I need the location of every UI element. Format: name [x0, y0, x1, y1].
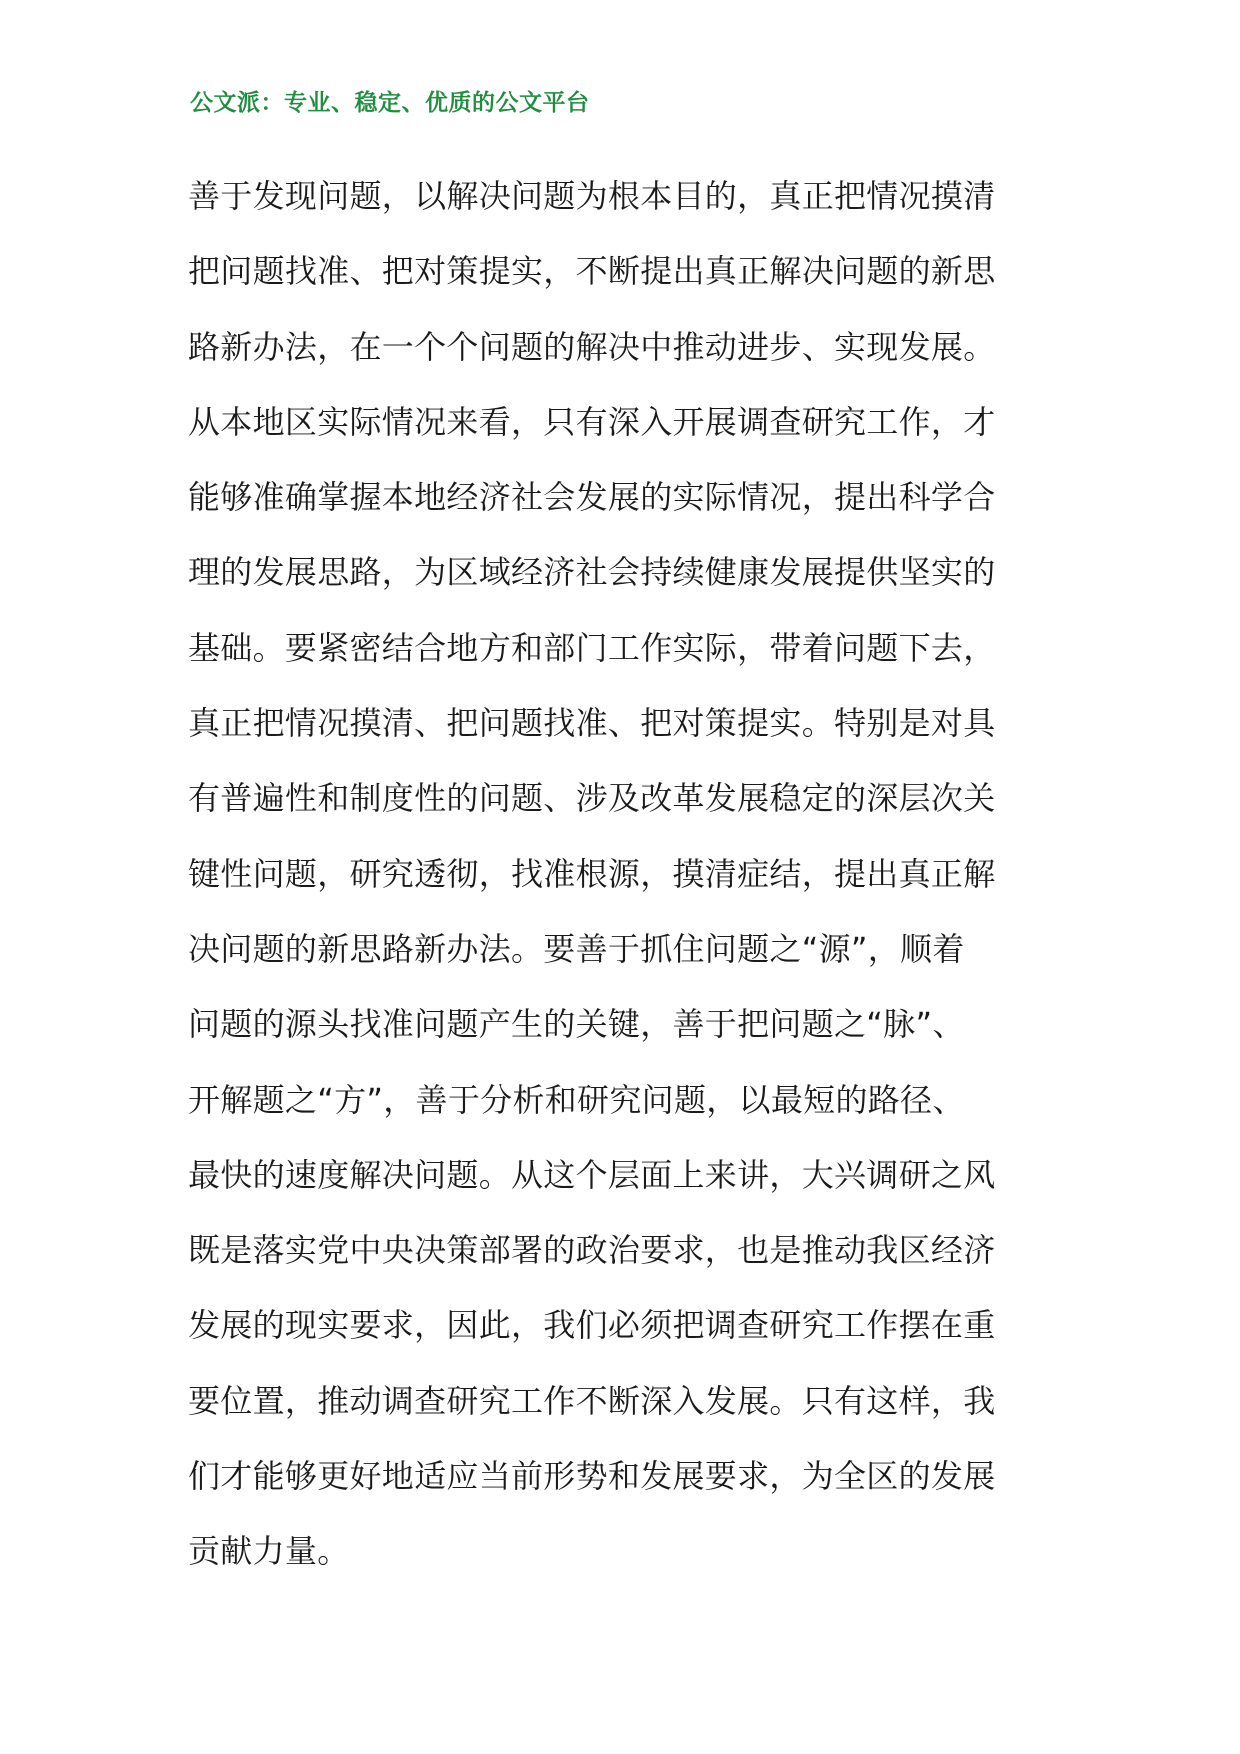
- text-line: 既是落实党中央决策部署的政治要求，也是推动我区经济: [188, 1231, 996, 1270]
- text-line: 从本地区实际情况来看，只有深入开展调查研究工作，才: [188, 402, 996, 441]
- text-line: 有普遍性和制度性的问题、涉及改革发展稳定的深层次关: [188, 779, 996, 818]
- body-paragraph: [188, 166, 1068, 1597]
- text-line: 路新办法，在一个个问题的解决中推动进步、实现发展。: [188, 327, 996, 366]
- text-line: 决问题的新思路新办法。要善于抓住问题之“源”，顺着: [188, 929, 965, 968]
- header-title: 公文派：专业、稳定、优质的公文平台: [190, 90, 590, 116]
- text-line: 开解题之“方”，善于分析和研究问题，以最短的路径、: [188, 1080, 965, 1119]
- text-line: 要位置，推动调查研究工作不断深入发展。只有这样，我: [188, 1381, 996, 1420]
- text-line: 基础。要紧密结合地方和部门工作实际，带着问题下去，: [188, 628, 996, 667]
- text-line: 贡献力量。: [188, 1532, 350, 1571]
- text-line: 能够准确掌握本地经济社会发展的实际情况，提出科学合: [188, 478, 996, 517]
- text-line: 理的发展思路，为区域经济社会持续健康发展提供坚实的: [188, 553, 996, 592]
- text-line: 真正把情况摸清、把问题找准、把对策提实。特别是对具: [188, 704, 996, 743]
- text-line: 发展的现实要求，因此，我们必须把调查研究工作摆在重: [188, 1306, 996, 1345]
- text-line: 把问题找准、把对策提实，不断提出真正解决问题的新思: [188, 252, 996, 291]
- text-line: 最快的速度解决问题。从这个层面上来讲，大兴调研之风: [188, 1155, 996, 1194]
- text-line: 键性问题，研究透彻，找准根源，摸清症结，提出真正解: [188, 854, 996, 893]
- text-line: 善于发现问题，以解决问题为根本目的，真正把情况摸清: [188, 177, 996, 215]
- text-line: 问题的源头找准问题产生的关键，善于把问题之“脉”、: [188, 1005, 965, 1044]
- text-line: 们才能够更好地适应当前形势和发展要求，为全区的发展: [188, 1457, 996, 1496]
